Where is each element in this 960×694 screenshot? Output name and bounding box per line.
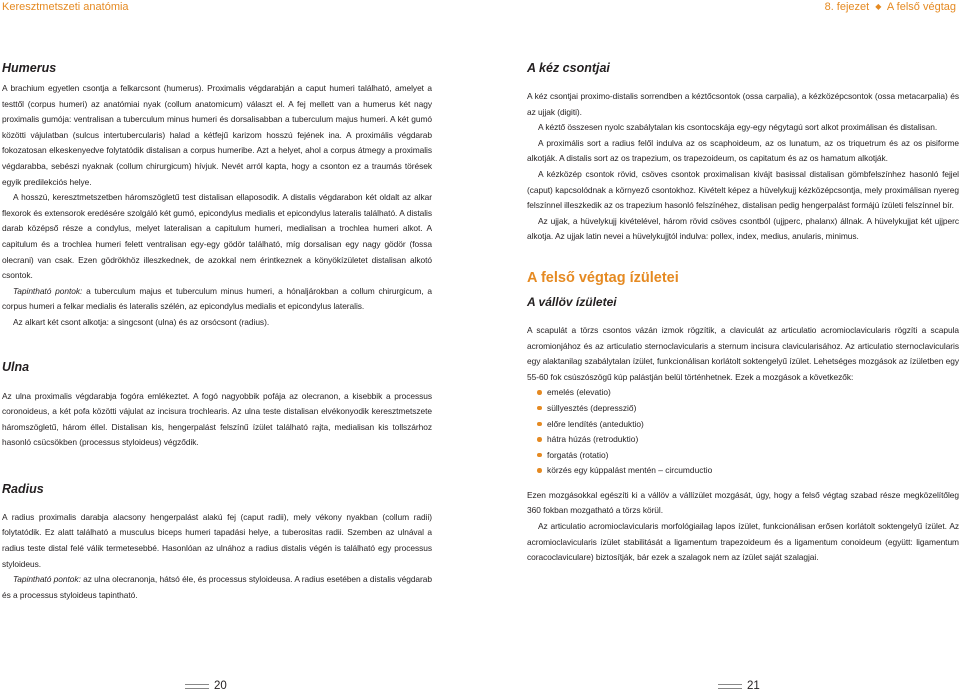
radius-palpable-label: Tapintható pontok: xyxy=(13,574,81,585)
radius-paragraph-2 xyxy=(2,572,432,603)
chapter-number: 8. fejezet xyxy=(824,1,870,13)
joints-heading: A felső végtag ízületei xyxy=(527,269,679,286)
ulna-heading: Ulna xyxy=(2,359,30,374)
list-item: süllyesztés (depressziő) xyxy=(537,401,959,417)
list-item: emelés (elevatio) xyxy=(537,385,959,401)
hand-paragraph-4: A kézközép csontok rövid, csöves csontok proximalisan kivájt basissal distalisan gömbfelszínhez hasonló fejjel (caput) kapcsolódnak a környező csontokhoz. Kivételt képez a hüvelykujj kézközépcsontja, mely proximálisan nyereg felszínnel illeszkedik az os trapezium hasonló felszínéhez, distalisan pedig hengerpalást formájú ízületi felszínnel bír. xyxy=(527,168,959,211)
hand-paragraph-2: A kéztő összesen nyolc szabálytalan kis csontocskája egy-egy négytagú sort alkot proximálisan és distalisan. xyxy=(538,122,938,133)
list-item: körzés egy kúppalást mentén – circumductio xyxy=(537,463,959,479)
humerus-heading: Humerus xyxy=(2,61,57,75)
list-item: hátra húzás (retroduktio) xyxy=(537,432,959,448)
palpable-label: Tapintható pontok: xyxy=(13,285,83,296)
hand-paragraph-3: A proximális sort a radius felől indulva az os scaphoideum, az os lunatum, az os triquetrum és az os pisiforme alkotják. A distalis sort az os trapezium, os trapezoideum, os capitatum és az os hamatum alkotják. xyxy=(527,137,959,164)
humerus-paragraph-3 xyxy=(2,284,432,315)
page-number: 20 xyxy=(214,680,227,692)
book-title: Keresztmetszeti anatómia xyxy=(2,1,129,13)
chapter-title: A felső végtag xyxy=(886,1,956,13)
page-number-left xyxy=(180,680,227,692)
radius-palpable-text: az ulna olecranonja, hátsó éle, és processus styloideusa. A radius esetében a distalis végdarab és a processus styloideus tapintható. xyxy=(2,574,432,600)
girdle-paragraph-3: Az articulatio acromioclavicularis morfológiailag lapos ízület, funkcionálisan erősen korlátolt soktengelyű ízület. Az acromioclavicularis ízület stabilitását a ligamentum trapezoideum és a ligamentum conoideum (együtt: ligamentum coracoclaviculare) biztosítják, bár ezek a szalagok nem az ízület saját szalagjai. xyxy=(527,521,959,563)
running-header xyxy=(0,0,960,18)
diamond-icon: ◆ xyxy=(875,2,882,11)
list-item: előre lendítés (anteduktio) xyxy=(537,417,959,433)
hand-bones-heading: A kéz csontjai xyxy=(527,61,610,75)
humerus-paragraph-4: Az alkart két csont alkotja: a singcsont (ulna) és az orsócsont (radius). xyxy=(13,316,270,327)
left-column xyxy=(2,60,432,603)
hand-paragraph-5: Az ujjak, a hüvelykujj kivételével, három rövid csöves csontból (ujjperc, phalanx) állnak. A hüvelykujjat két ujjperc alkotja. Az ujjak latin nevei a hüvelykujjtól indulva: pollex, index, medius, anularis, minimus. xyxy=(527,215,959,242)
hand-paragraph-1: A kéz csontjai proximo-distalis sorrendben a kéztőcsontok (ossa carpalia), a kézközépcsontok (ossa metacarpalia) és az ujjak (digiti). xyxy=(527,91,959,117)
palpable-text: a tuberculum majus et tuberculum minus humeri, a hónaljárokban a collum chirurgicum, a corpus humeri a felkar medialis és lateralis szélén, az epicondylus medialis et epicondylus lateralis. xyxy=(2,285,432,312)
humerus-paragraph-1: A brachium egyetlen csontja a felkarcsont (humerus). Proximalis végdarabján a caput humeri található, amelyet a testtől (corpus humeri) az anatómiai nyak (collum anatomicum) választ el. A fej mellett van a humerus két nagy proximalis gumója: ventralisan a tuberculum minus humeri és dorsalisabban a tuberculum majus humeri. A két gumó közötti vájulatban (sulcus intertubercularis) halad a kétfejű karizom hosszú fejének ina. A proximális végdarab fokozatosan elkeskenyedve folytatódik distalisan a corpus humeribe. Azt a helyet, ahol a corpus átmegy a proximalis végdarabba, sebészi nyaknak (collum chirurgicum) hívjuk. Nevét arról kapta, hogy a csonton ez a traumás törések egyik predilekciós helye. xyxy=(2,83,432,187)
radius-paragraph-1: A radius proximalis darabja alacsony hengerpalást alakú fej (caput radii), mely vékony nyakban (collum radii) folytatódik. Ez alatt található a musculus biceps humeri tapadási helye, a tuberositas radii. Szemben az ulnával a radius teste distal felé válik termetesebbé. Hasonlóan az ulnához a radius distalis végén is található egy processus styloideus. xyxy=(2,511,432,569)
page-number-right xyxy=(713,680,760,692)
page-number: 21 xyxy=(747,680,760,692)
radius-heading: Radius xyxy=(2,481,44,496)
divider-lines xyxy=(718,684,742,689)
girdle-paragraph-1: A scapulát a törzs csontos vázán izmok rögzítik, a claviculát az articulatio acromioclavicularis rögzíti a scapula acromionjához és az articulatio sternoclavicularis a sternum incisura clavicularisához. Az articulatio sternoclavicularis egy alaktanilag szabálytalan ízület, funkcionálisan korlátolt soktengelyű ízület. Lehetséges mozgások az ízületben egy 55-60 fok csúszószögű kúp palástján belül történhetnek. Ezek a mozgások a következők: xyxy=(527,324,959,382)
ulna-paragraph-1: Az ulna proximalis végdarabja fogóra emlékeztet. A fogó nagyobbik pofája az olecranon, a kisebbik a processus coronoideus, a két pofa közötti vájulat az incisura trochlearis. Az ulna teste distalisan elvékonyodik keresztmetszete háromszögletű, három éllel. Distalisan kis, hengerpalást felszínű ízület található rajta, medialisan kis tollszárhoz hasonló csücsökben (processus styloideus) végződik. xyxy=(2,390,432,448)
list-item: forgatás (rotatio) xyxy=(537,448,959,464)
divider-lines xyxy=(185,684,209,689)
humerus-paragraph-2: A hosszú, keresztmetszetben háromszögletű test distalisan ellaposodik. A distalis végdarabon két oldalt az alkar flexorok és extensorok eredésére szolgáló két gumó, epicondylus medialis et epicondylus lateralis található. A distalis darab középső része a condylus, melyet lateralisan a capitulum humeri, medialisan a trochlea humeri alkot. A capitulum és a trochlea humeri felett ventralisan egy-egy gödör található, míg dorsalisan egy nagy gödör (fossa olecrani) van csak. Ezen gödrökhöz illeszkednek, de azokkal nem érintkeznek a könyökízületet distalisan alkotó csontok. xyxy=(2,192,432,281)
chapter-heading xyxy=(825,0,956,15)
movement-list xyxy=(527,385,959,479)
girdle-paragraph-2: Ezen mozgásokkal egészíti ki a vállöv a vállízület mozgását, úgy, hogy a felső végtag szabad része megközelítőleg 360 fokban mozgatható a törzs körül. xyxy=(527,489,959,516)
right-column xyxy=(527,60,959,566)
shoulder-girdle-heading: A vállöv ízületei xyxy=(527,294,617,309)
